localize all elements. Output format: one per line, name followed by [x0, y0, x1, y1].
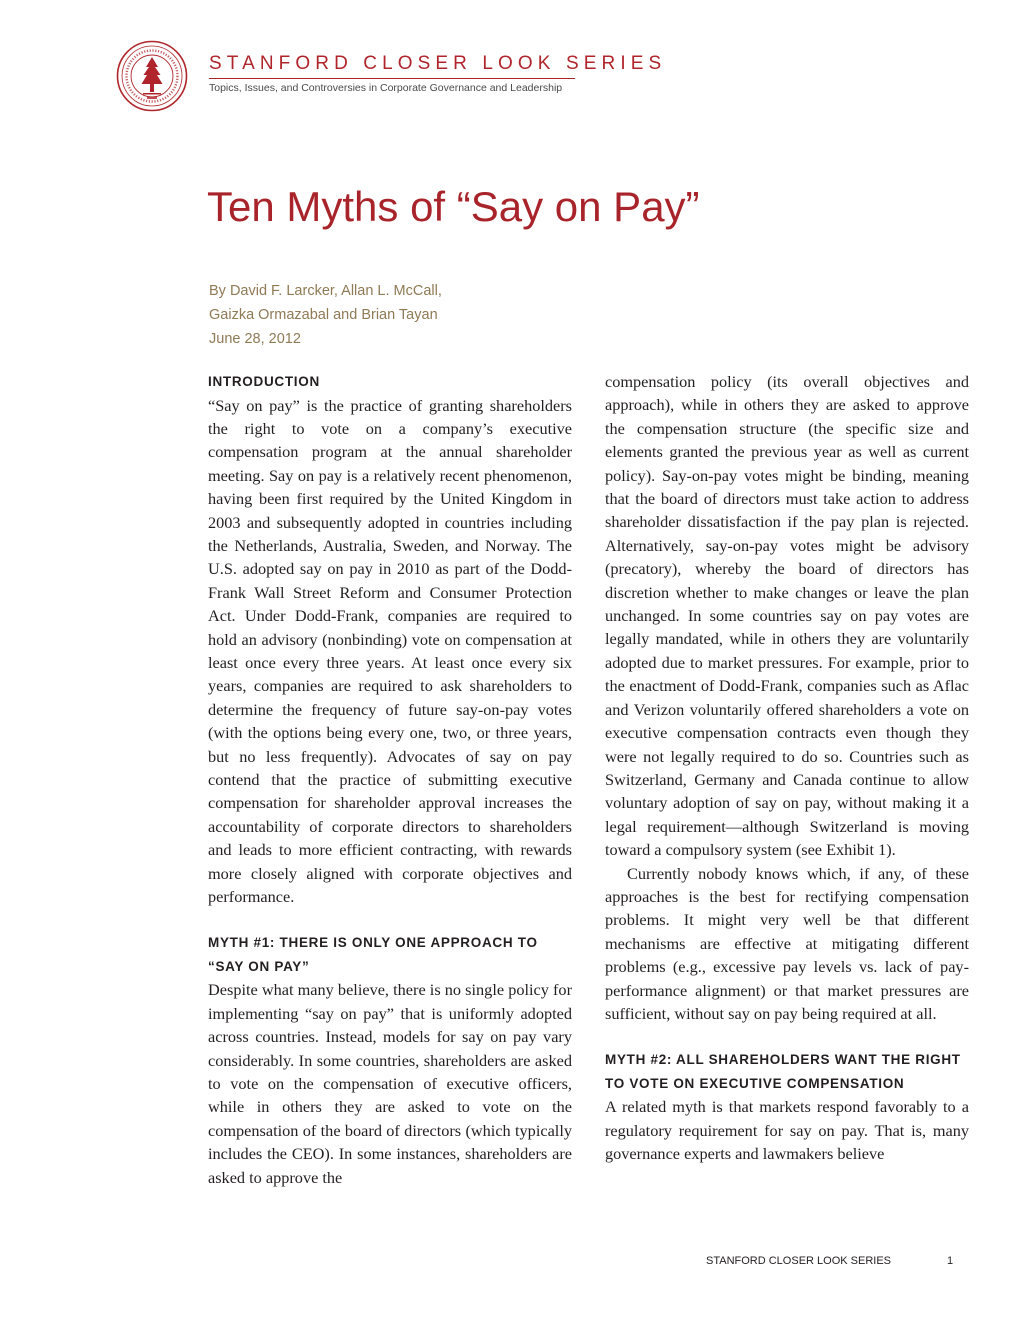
series-title: STANFORD CLOSER LOOK SERIES: [209, 53, 667, 74]
publication-date: June 28, 2012: [209, 331, 301, 347]
series-tagline: Topics, Issues, and Controversies in Corporate Governance and Leadership: [209, 82, 563, 94]
left-column: [208, 370, 572, 1189]
footer-series: STANFORD CLOSER LOOK SERIES: [706, 1255, 892, 1267]
authors-line-2: Gaizka Ormazabal and Brian Tayan: [209, 307, 438, 323]
myth1-paragraph: Despite what many believe, there is no single policy for implementing “say on pay” that is uniformly adopted across countries. Instead, models for say on pay vary considerably. In some countries, shareholders are asked to vote on the compensation of executive officers, while in others they are asked to vote on the compensation of the board of directors (which typically includes the CEO). In some instances, shareholders are asked to approve the: [208, 980, 572, 1187]
header-rule: [209, 78, 575, 79]
intro-paragraph: “Say on pay” is the practice of granting shareholders the right to vote on a company’s executive compensation program at the annual shareholder meeting. Say on pay is a relatively recent phenomenon, having been first required by the United Kingdom in 2003 and subsequently adopted in countries including the Netherlands, Australia, Sweden, and Norway. The U.S. adopted say on pay in 2010 as part of the Dodd-Frank Wall Street Reform and Consumer Protection Act. Under Dodd-Frank, companies are required to hold an advisory (nonbinding) vote on compensation at least once every three years. At least once every six years, companies are required to ask shareholders to determine the frequency of future say-on-pay votes (with the options being every one, two, or three years, but no less frequently). Advocates of say on pay contend that the practice of submitting executive compensation for shareholder approval increases the accountability of corporate directors to shareholders and leads to more efficient contracting, with rewards more closely aligned with corporate objectives and performance.: [208, 395, 572, 907]
authors-line-1: By David F. Larcker, Allan L. McCall,: [209, 283, 442, 299]
stanford-seal-icon: [116, 40, 188, 112]
myth2-paragraph: A related myth is that markets respond favorably to a regulatory requirement for say on pay. That is, many governance experts and lawmakers believe: [605, 1097, 969, 1164]
byline: [209, 279, 442, 351]
right-paragraph-1: compensation policy (its overall objectives and approach), while in others they are asked to approve the compensation structure (the specific size and elements granted the previous year as well as current policy). Say-on-pay votes might be binding, meaning that the board of directors must take action to address shareholder dissatisfaction if the pay plan is rejected. Alternatively, say-on-pay votes might be advisory (precatory), whereby the board of directors has discretion whether to make changes or leave the plan unchanged. In some countries say on pay votes are legally mandated, while in others they are voluntarily adopted due to market pressures. For example, prior to the enactment of Dodd-Frank, companies such as Aflac and Verizon voluntarily offered shareholders a vote on executive compensation contracts even though they were not legally required to do so. Countries such as Switzerland, Germany and Canada continue to allow voluntary adoption of say on pay, without making it a legal requirement—although Switzerland is moving toward a compulsory system (see Exhibit 1).: [605, 372, 969, 860]
right-column: [605, 370, 969, 1166]
right-paragraph-2: Currently nobody knows which, if any, of these approaches is the best for rectifying compensation problems. It might very well be that different mechanisms are effective at mitigating different problems (e.g., excessive pay levels vs. lack of pay-performance alignment) or that market pressures are sufficient, without say on pay being required at all.: [605, 863, 969, 1023]
intro-heading: INTRODUCTION: [208, 374, 320, 389]
myth2-heading: MYTH #2: ALL SHAREHOLDERS WANT THE RIGHT TO VOTE ON EXECUTIVE COMPENSATION: [605, 1052, 961, 1091]
myth1-heading: MYTH #1: THERE IS ONLY ONE APPROACH TO “SAY ON PAY”: [208, 935, 538, 974]
page-number: 1: [947, 1255, 954, 1267]
page-title: Ten Myths of “Say on Pay”: [207, 183, 700, 230]
